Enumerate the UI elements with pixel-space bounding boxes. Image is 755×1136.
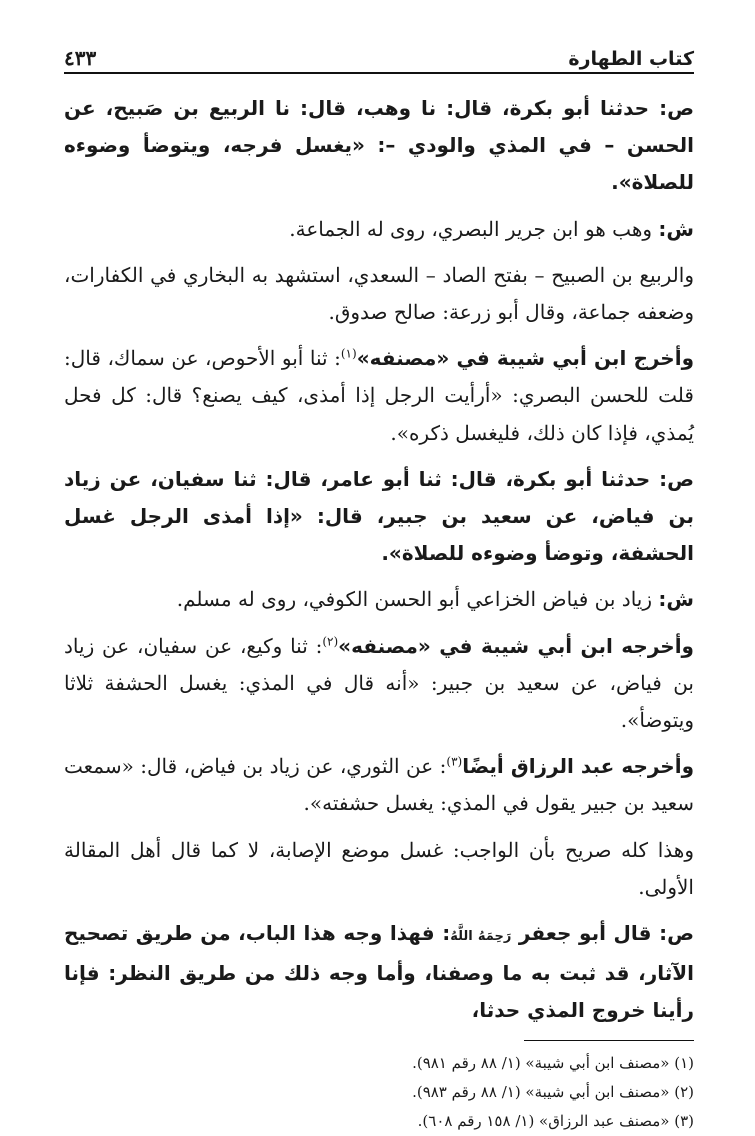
commentary-paragraph <box>64 832 694 906</box>
paragraph-body: : عن الثوري، عن زياد بن فياض، قال: «سمعت سعيد بن جبير يقول في المذي: يغسل حشفته». <box>64 754 694 816</box>
paragraph-body: حدثنا أبو بكرة، قال: ثنا أبو عامر، قال: ثنا سفيان، عن زياد بن فياض، عن سعيد بن جبير، قال: «إذا أمذى الرجل غسل الحشفة، وتوضأ وضوءه للصلاة». <box>64 466 694 566</box>
paragraph-body: : ثنا وكيع، عن سفيان، عن زياد بن فياض، عن سعيد بن جبير: «أنه قال في المذي: يغسل الحشفة ثلاثا ويتوضأ». <box>64 633 694 733</box>
paragraph-body: قال أبو جعفر <box>511 921 660 946</box>
page-number: ٤٣٣ <box>64 46 97 70</box>
footnote: (١) «مصنف ابن أبي شيبة» (١/ ٨٨ رقم ٩٨١). <box>412 1053 694 1072</box>
honorific-glyph: رَحِمَهُ اللَّهُ <box>450 929 512 945</box>
paragraph-body: زياد بن فياض الخزاعي أبو الحسن الكوفي، روى له مسلم. <box>176 587 659 612</box>
commentary-paragraph <box>64 748 694 822</box>
footnote: (٢) «مصنف ابن أبي شيبة» (١/ ٨٨ رقم ٩٨٣). <box>412 1082 694 1101</box>
paragraph-body: حدثنا أبو بكرة، قال: نا وهب، قال: نا الربيع بن صَبيح، عن الحسن – في المذي والودي –: «يغسل فرجه، ويتوضأ وضوءه للصلاة». <box>64 96 694 195</box>
text-marker: ص: <box>659 466 694 491</box>
paragraph-body: وهب هو ابن جرير البصري، روى له الجماعة. <box>289 216 659 241</box>
footnote-ref: (١) <box>340 346 357 361</box>
commentary-paragraph <box>64 581 694 618</box>
paragraph-body: والربيع بن الصبيح – بفتح الصاد – السعدي، استشهد به البخاري في الكفارات، وضعفه جماعة، وقال أبو زرعة: صالح صدوق. <box>64 262 694 325</box>
text-paragraph <box>64 461 694 573</box>
paragraph-body: وهذا كله صريح بأن الواجب: غسل موضع الإصابة، لا كما قال أهل المقالة الأولى. <box>64 837 694 899</box>
paragraph-body: : فهذا وجه هذا الباب، من طريق تصحيح الآثار، قد ثبت به ما وصفنا، وأما وجه ذلك من طريق النظر: فإنا رأينا خروج المذي حدثا، <box>64 921 694 1023</box>
footnote-separator <box>524 1040 694 1041</box>
footnotes <box>64 1049 694 1136</box>
commentary-paragraph <box>64 257 694 331</box>
text-paragraph <box>64 915 694 1030</box>
page-header <box>64 38 694 74</box>
commentary-paragraph <box>64 628 694 740</box>
footnote: (٣) «مصنف عبد الرزاق» (١/ ١٥٨ رقم ٦٠٨). <box>417 1111 694 1130</box>
citation-lead: وأخرجه عبد الرزاق أيضًا <box>462 754 695 779</box>
commentary-paragraph <box>64 211 694 248</box>
commentary-marker: ش: <box>658 587 694 612</box>
main-text <box>64 90 694 1030</box>
footnote-ref: (٣) <box>446 754 463 769</box>
running-title: كتاب الطهارة <box>568 48 694 70</box>
citation-lead: وأخرجه ابن أبي شيبة في «مصنفه» <box>338 633 694 658</box>
commentary-marker: ش: <box>658 216 694 241</box>
book-page <box>64 38 694 1136</box>
footnote-ref: (٢) <box>322 633 339 648</box>
commentary-paragraph <box>64 340 694 452</box>
text-marker: ص: <box>659 921 694 946</box>
paragraph-body: : ثنا أبو الأحوص، عن سماك، قال: قلت للحسن البصري: «أرأيت الرجل إذا أمذى، كيف يصنع؟ قال: كل فحل يُمذي، فإذا كان ذلك، فليغسل ذكره». <box>64 346 694 445</box>
text-paragraph <box>64 90 694 202</box>
text-marker: ص: <box>659 96 694 120</box>
citation-lead: وأخرج ابن أبي شيبة في «مصنفه» <box>356 346 695 371</box>
